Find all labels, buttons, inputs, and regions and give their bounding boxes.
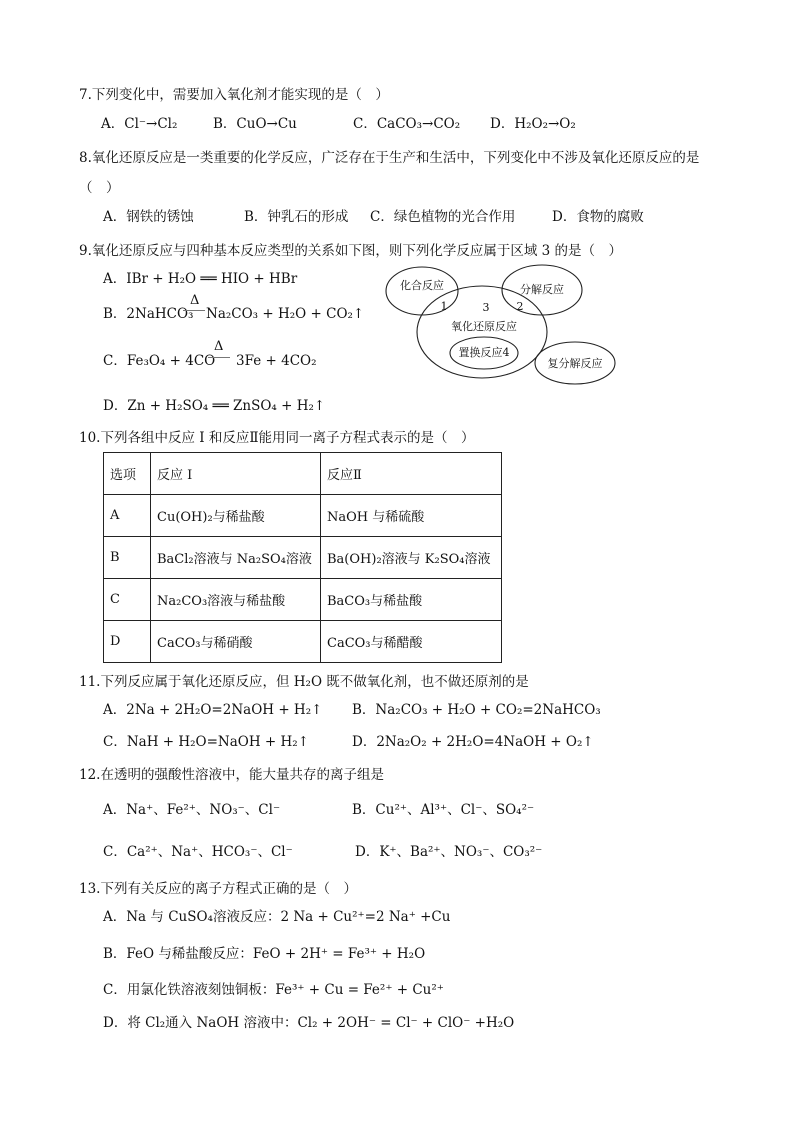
q12-option-a: A．Na⁺、Fe²⁺、NO₃⁻、Cl⁻: [103, 802, 281, 818]
table-header-cell: 选项: [104, 453, 151, 495]
combination-label: 化合反应: [400, 279, 444, 292]
table-cell: D: [104, 621, 151, 663]
q12-stem: 12.在透明的强酸性溶液中，能大量共存的离子组是: [79, 767, 384, 783]
q11-option-d: D．2Na₂O₂ + 2H₂O=4NaOH + O₂↑: [352, 734, 594, 750]
q7-option-b: B．CuO→Cu: [213, 116, 297, 132]
q8-option-b: B．钟乳石的形成: [244, 209, 349, 225]
q7-option-a: A．Cl⁻→Cl₂: [101, 116, 178, 132]
table-cell: C: [104, 579, 151, 621]
double-decomposition-label: 复分解反应: [547, 357, 603, 370]
q12-option-c: C．Ca²⁺、Na⁺、HCO₃⁻、Cl⁻: [103, 844, 293, 860]
q11-option-c: C．NaH + H₂O=NaOH + H₂↑: [103, 734, 310, 750]
q8-stem-line2: （ ）: [79, 180, 120, 196]
table-row: [104, 621, 502, 663]
redox-label: 氧化还原反应: [451, 320, 517, 333]
table-cell: CaCO₃与稀醋酸: [321, 621, 502, 663]
reaction-type-diagram: [380, 262, 620, 390]
table-row: [104, 537, 502, 579]
table-cell: Ba(OH)₂溶液与 K₂SO₄溶液: [321, 537, 502, 579]
q10-stem: 10.下列各组中反应 I 和反应Ⅱ能用同一离子方程式表示的是（ ）: [79, 430, 475, 446]
table-cell: BaCO₃与稀盐酸: [321, 579, 502, 621]
q13-option-c: C．用氯化铁溶液刻蚀铜板：Fe³⁺ + Cu = Fe²⁺ + Cu²⁺: [103, 982, 444, 998]
q7-option-c: C．CaCO₃→CO₂: [353, 116, 461, 132]
q8-option-c: C．绿色植物的光合作用: [370, 209, 516, 225]
q8-option-d: D．食物的腐败: [552, 209, 644, 225]
q7-option-d: D．H₂O₂→O₂: [490, 116, 576, 132]
table-row: [104, 495, 502, 537]
q9-c-arrow-line: [208, 357, 230, 358]
q8-stem-line1: 8.氧化还原反应是一类重要的化学反应，广泛存在于生产和生活中，下列变化中不涉及氧化还原反应的是: [79, 150, 700, 166]
q12-option-d: D．K⁺、Ba²⁺、NO₃⁻、CO₃²⁻: [355, 844, 543, 860]
q10-table: [103, 452, 502, 663]
q9-stem: 9.氧化还原反应与四种基本反应类型的关系如下图，则下列化学反应属于区域 3 的是（ ）: [79, 243, 623, 259]
table-cell: B: [104, 537, 151, 579]
table-cell: CaCO₃与稀硝酸: [151, 621, 321, 663]
table-header-row: [104, 453, 502, 495]
q12-option-b: B．Cu²⁺、Al³⁺、Cl⁻、SO₄²⁻: [352, 802, 535, 818]
q9-option-c-left: C．Fe₃O₄ + 4CO: [103, 353, 216, 369]
q9-b-arrow-line: [183, 310, 205, 311]
q11-option-a: A．2Na + 2H₂O=2NaOH + H₂↑: [103, 702, 323, 718]
table-cell: Cu(OH)₂与稀盐酸: [151, 495, 321, 537]
decomposition-label: 分解反应: [520, 283, 564, 296]
table-cell: NaOH 与稀硫酸: [321, 495, 502, 537]
table-cell: A: [104, 495, 151, 537]
q9-option-b-left: B．2NaHCO₃: [103, 306, 194, 322]
q13-stem: 13.下列有关反应的离子方程式正确的是（ ）: [79, 881, 357, 897]
q13-option-a: A．Na 与 CuSO₄溶液反应：2 Na + Cu²⁺=2 Na⁺ +Cu: [103, 909, 451, 925]
q9-option-d: D．Zn + H₂SO₄ ══ ZnSO₄ + H₂↑: [103, 398, 326, 414]
q13-option-d: D．将 Cl₂通入 NaOH 溶液中：Cl₂ + 2OH⁻ = Cl⁻ + ClO⁻ +H₂O: [103, 1015, 515, 1031]
q9-option-b-right: Na₂CO₃ + H₂O + CO₂↑: [206, 306, 365, 322]
table-cell: Na₂CO₃溶液与稀盐酸: [151, 579, 321, 621]
q7-stem: 7.下列变化中，需要加入氧化剂才能实现的是（ ）: [79, 87, 389, 103]
region-2-label: 2: [516, 300, 524, 313]
q9-option-c-right: 3Fe + 4CO₂: [236, 353, 317, 369]
displacement-label: 置换反应4: [458, 346, 510, 359]
table-header-cell: 反应Ⅱ: [321, 453, 502, 495]
q11-stem: 11.下列反应属于氧化还原反应，但 H₂O 既不做氧化剂，也不做还原剂的是: [79, 674, 529, 690]
table-cell: BaCl₂溶液与 Na₂SO₄溶液: [151, 537, 321, 579]
table-header-cell: 反应 I: [151, 453, 321, 495]
q13-option-b: B．FeO 与稀盐酸反应：FeO + 2H⁺ = Fe³⁺ + H₂O: [103, 946, 426, 962]
q9-option-a: A．IBr + H₂O ══ HIO + HBr: [103, 271, 298, 287]
region-1-label: 1: [440, 300, 448, 313]
q9-b-delta: Δ: [190, 293, 200, 308]
table-row: [104, 579, 502, 621]
q9-c-delta: Δ: [214, 339, 224, 354]
region-3-label: 3: [482, 301, 490, 314]
q11-option-b: B．Na₂CO₃ + H₂O + CO₂=2NaHCO₃: [352, 702, 601, 718]
q8-option-a: A．钢铁的锈蚀: [103, 209, 194, 225]
